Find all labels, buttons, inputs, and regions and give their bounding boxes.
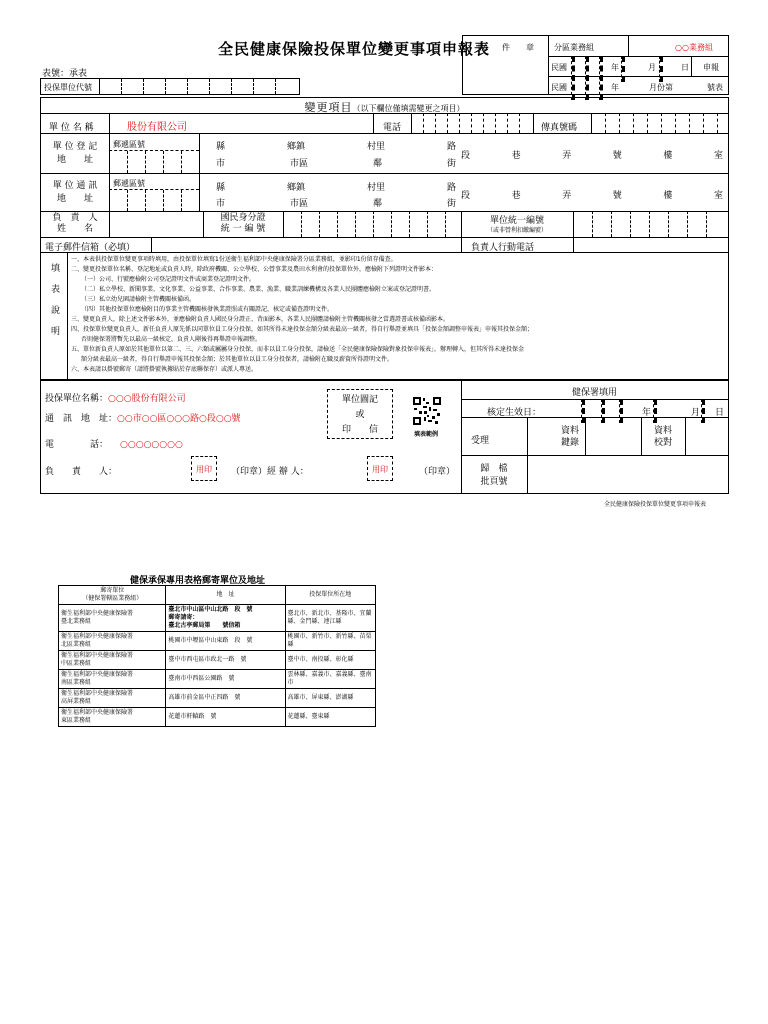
unit-name-value[interactable]: 股份有限公司 bbox=[127, 122, 187, 133]
table-row bbox=[59, 689, 376, 708]
table-cell-area: 花蓮縣、臺東縣 bbox=[285, 708, 376, 727]
handler-label: （印章）經 辦 人： bbox=[231, 467, 309, 477]
data-entry-label: 資料 鍵錄 bbox=[560, 426, 579, 448]
bottom-owner-label: 負 責 人： bbox=[45, 467, 118, 477]
receipt-box bbox=[462, 35, 729, 95]
table-cell-unit: 衛生福利部中央健康保險署 南區業務組 bbox=[59, 670, 166, 689]
unit-stamp-box[interactable]: 單位圖記 或 印 信 bbox=[327, 389, 393, 439]
table-cell-unit: 衛生福利部中央健康保險署 高屏業務組 bbox=[59, 689, 166, 708]
effective-month: 月 bbox=[691, 408, 701, 418]
row2-sheet: 號表 bbox=[707, 83, 723, 92]
row2-year: 年 bbox=[611, 83, 619, 92]
table-cell-addr: 臺北市中山區中山北路 段 號 郵寄請寄： 臺北古亭郵局第 號信箱 bbox=[166, 605, 285, 632]
bottom-addr bbox=[45, 411, 241, 424]
archive-label: 歸 檔 批頁號 bbox=[480, 464, 508, 487]
row1-year: 年 bbox=[611, 63, 619, 72]
row1-roc: 民國 bbox=[551, 63, 567, 72]
fax-input[interactable] bbox=[591, 113, 728, 133]
qr-caption: 填表範例 bbox=[414, 431, 439, 438]
row1-month: 月 bbox=[648, 63, 656, 72]
row1-day: 日 bbox=[681, 63, 689, 72]
instruction-line: 一、本表供投保單位變更事項時填用，由投保單位填寫1份送衛生福利部中央健康保險署分區業務組，並影印1份留存備查。 bbox=[71, 256, 397, 263]
table-row bbox=[59, 632, 376, 651]
table-cell-area: 高雄市、屏東縣、澎湖縣 bbox=[285, 689, 376, 708]
comm-addr-bottom[interactable]: 市 市區 鄰 街 bbox=[216, 199, 456, 209]
bottom-phone-value[interactable]: ○○○○○○○○ bbox=[120, 440, 183, 450]
ubn-input[interactable] bbox=[573, 211, 728, 237]
table-header: 郵寄單位 （健保署轄區業務組） bbox=[59, 586, 166, 605]
address-table bbox=[58, 585, 376, 727]
owner-seal-box[interactable]: 用印 bbox=[191, 456, 217, 481]
change-heading: 變更項目（以下欄位僅填需變更之項目） bbox=[304, 101, 465, 114]
effective-day: 日 bbox=[715, 408, 725, 418]
instruction-line: 否則健保署將暫先以最高一級核定，負責人剛後得再舉證申報調整。 bbox=[81, 336, 262, 343]
phone-input[interactable] bbox=[411, 113, 533, 133]
comm-addr-label: 單 位 通 訊 地 址 bbox=[52, 181, 98, 204]
email-input[interactable] bbox=[153, 238, 459, 251]
reg-postal-input[interactable] bbox=[109, 150, 199, 173]
form-number: 表號：承表 bbox=[42, 69, 88, 79]
unit-code-box[interactable] bbox=[40, 78, 300, 95]
id-label: 國民身分證 統 一 編 號 bbox=[220, 213, 266, 234]
comm-addr-tail[interactable]: 段 巷 弄 號 樓 室 bbox=[461, 191, 723, 201]
table-cell-addr: 高雄市前金區中正四路 號 bbox=[166, 689, 285, 708]
table-cell-unit: 衛生福利部中央健康保險署 北區業務組 bbox=[59, 632, 166, 651]
table-header-row bbox=[59, 586, 376, 605]
address-table-title: 健保承保專用表格郵寄單位及地址 bbox=[130, 576, 266, 586]
bottom-phone-label: 電 話： bbox=[45, 440, 109, 450]
instruction-line: 三、變更負責人，除上述文件影本外，並應檢附負責人國民身分證正、背面影本，各業人民團體請檢附主管機關核發之當選證書或核備函影本。 bbox=[71, 316, 450, 323]
instruction-line: 六、本表請以掛號郵寄（請將掛號執據貼於存底聯保存）或派人專送。 bbox=[71, 366, 258, 373]
bottom-unit bbox=[45, 391, 186, 404]
bottom-addr-label: 通 訊 地 址： bbox=[45, 414, 118, 424]
table-cell-area: 臺北市、新北市、基隆市、宜蘭縣、金門縣、連江縣 bbox=[285, 605, 376, 632]
table-cell-area: 雲林縣、嘉義市、嘉義縣、臺南市 bbox=[285, 670, 376, 689]
row1-filing: 申報 bbox=[703, 63, 719, 72]
instructions-side-label: 填表說明 bbox=[49, 263, 59, 347]
owner-name-input[interactable] bbox=[111, 213, 201, 235]
instruction-line: 五、單位新負責人原如於其他單位以第二、三、六類或屬屬身分投保，而非以員工身分投保，請檢送「全民健康保險保險對象投保申報表」，辦理轉入，但其所得未達投保金 bbox=[71, 346, 525, 353]
owner-label: 負 責 人 姓 名 bbox=[52, 213, 98, 234]
comm-postal-input[interactable] bbox=[109, 189, 199, 211]
footer-note: 全民健康保險投保單位變更事項申報表 bbox=[604, 501, 707, 508]
table-cell-addr: 臺南市中西區公園路 號 bbox=[166, 670, 285, 689]
data-check-label: 資料 校對 bbox=[653, 426, 672, 448]
form-title: 全民健康保險投保單位變更事項申報表 bbox=[218, 40, 491, 58]
mobile-label: 負責人行動電話 bbox=[471, 243, 535, 253]
email-label: 電子郵件信箱（必填） bbox=[45, 243, 136, 253]
unit-code-label: 投保單位代號 bbox=[44, 83, 92, 92]
table-row bbox=[59, 605, 376, 632]
accept-label: 受理 bbox=[471, 436, 490, 446]
row2-roc: 民國 bbox=[551, 83, 567, 92]
table-row bbox=[59, 708, 376, 727]
table-cell-addr: 花蓮市軒轅路 號 bbox=[166, 708, 285, 727]
branch-label: 分區業務組 bbox=[554, 43, 594, 52]
table-cell-unit: 衛生福利部中央健康保險署 東區業務組 bbox=[59, 708, 166, 727]
instruction-line: （三）私立幼兒園請檢附主管機關核備函。 bbox=[81, 296, 196, 303]
instruction-line: （二）私立學校、新聞事業、文化事業、公益事業、合作事業、農業、漁業、職業訓練機構及各業人民團體應檢附立案或登記證明書。 bbox=[81, 286, 436, 293]
table-cell-unit: 衛生福利部中央健康保險署 中區業務組 bbox=[59, 651, 166, 670]
effective-date-label: 核定生效日： bbox=[487, 408, 542, 418]
office-use-title: 健保署填用 bbox=[571, 388, 617, 398]
handler-seal-box[interactable]: 用印 bbox=[367, 456, 393, 481]
qr-code-icon[interactable] bbox=[412, 396, 442, 426]
instruction-line: （四）其他投保單位應檢附目的事業主管機關核發執業證照或有關證記，核定或備查證明文件。 bbox=[81, 306, 334, 313]
bottom-section bbox=[40, 380, 729, 494]
table-row bbox=[59, 670, 376, 689]
bottom-unit-label: 投保單位名稱： bbox=[45, 394, 109, 404]
instructions-list bbox=[71, 255, 723, 375]
bottom-unit-value[interactable]: ○○○股份有限公司 bbox=[108, 394, 186, 404]
instruction-line: （一）公司、行號應檢附公司登記證明文件或商業登記證明文件。 bbox=[81, 276, 256, 283]
handler-seal-label: （印章） bbox=[419, 467, 456, 477]
id-input[interactable] bbox=[283, 211, 461, 237]
comm-addr-top[interactable]: 縣 鄉鎮 村里 路 bbox=[216, 183, 456, 193]
table-cell-addr: 桃園市中壢區中山東路 段 號 bbox=[166, 632, 285, 651]
table-cell-unit: 衛生福利部中央健康保險署 臺北業務組 bbox=[59, 605, 166, 632]
ubn-note: （或非營利扣繳編號） bbox=[486, 227, 547, 234]
row2-month: 月份第 bbox=[649, 83, 673, 92]
bottom-addr-value[interactable]: ○○市○○區○○○路○段○○號 bbox=[117, 414, 241, 424]
reg-addr-tail[interactable]: 段 巷 弄 號 樓 室 bbox=[461, 151, 723, 161]
instruction-line: 額分級表最高一級者，得自行舉證申報其投保金額；於其他單位以員工身分投保者，請檢附在職及薪資所得證明文件。 bbox=[81, 356, 394, 363]
phone-label: 電話 bbox=[383, 123, 402, 133]
instruction-line: 四、投保單位變更負責人，新任負責人原先係以同單位員工身分投保，如其所得未達投保金額分級表最高一級者，得自行舉證並填具「投保金額調整申報表」申報其投保金額； bbox=[71, 326, 534, 333]
table-cell-addr: 臺中市西屯區市政北一路 號 bbox=[166, 651, 285, 670]
main-form bbox=[40, 97, 729, 380]
reg-addr-bottom[interactable]: 市 市區 鄰 街 bbox=[216, 159, 456, 169]
table-header: 投保單位所在地 bbox=[285, 586, 376, 605]
mobile-input[interactable] bbox=[575, 238, 725, 251]
table-row bbox=[59, 651, 376, 670]
effective-year: 年 bbox=[642, 408, 652, 418]
bottom-phone bbox=[45, 437, 183, 450]
unit-name-label: 單 位 名 稱 bbox=[49, 123, 94, 133]
reg-addr-label: 單 位 登 記 地 址 bbox=[52, 142, 98, 165]
table-cell-area: 桃園市、新竹市、新竹縣、苗栗縣 bbox=[285, 632, 376, 651]
table-header: 地 址 bbox=[166, 586, 285, 605]
table-cell-area: 臺中市、南投縣、彰化縣 bbox=[285, 651, 376, 670]
comm-postal-label: 郵遞區號 bbox=[113, 179, 145, 188]
instruction-line: 二、變更投保單位名稱、登記地址或負責人時，除政府機關、公立學校、公營事業及農田水利會的投保單位外，應檢附下列證明文件影本： bbox=[71, 266, 438, 273]
fax-label: 傳真號碼 bbox=[541, 123, 578, 133]
reg-addr-top[interactable]: 縣 鄉鎮 村里 路 bbox=[216, 142, 456, 152]
branch-placeholder: ○○業務組 bbox=[675, 43, 713, 52]
receipt-label: 收 件 章 bbox=[478, 43, 534, 52]
reg-postal-label: 郵遞區號 bbox=[113, 140, 145, 149]
ubn-label: 單位統一編號 bbox=[489, 216, 544, 226]
